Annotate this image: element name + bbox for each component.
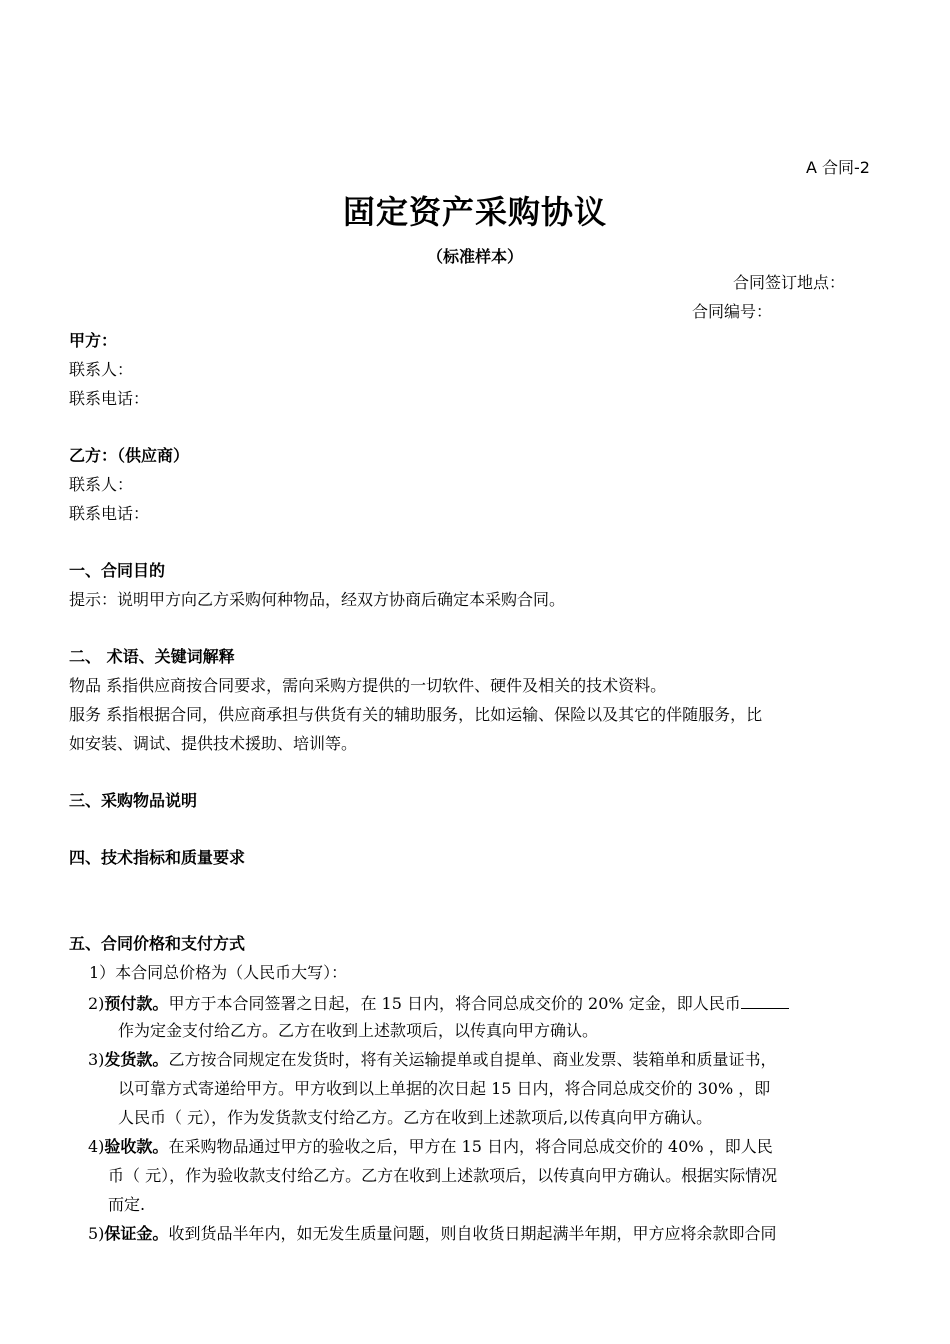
page-subtitle: （标准样本） xyxy=(426,247,523,266)
payment-item-3-line2: 以可靠方式寄递给甲方。甲方收到以上单据的次日起 15 日内，将合同总成交价的 30% ，即 xyxy=(118,1079,771,1098)
payment-item-3 xyxy=(88,1050,776,1070)
party-a-phone: 联系电话： xyxy=(69,389,150,408)
goods-definition: 物品 系指供应商按合同要求，需向采购方提供的一切软件、硬件及相关的技术资料。 xyxy=(69,676,667,695)
service-definition-line2: 如安装、调试、提供技术援助、培训等。 xyxy=(69,734,358,753)
amount-blank xyxy=(741,992,789,1009)
party-b-contact: 联系人： xyxy=(69,475,134,494)
item-3-title: 发货款。 xyxy=(104,1050,169,1069)
section-1-heading: 一、合同目的 xyxy=(69,561,166,580)
service-definition-line1: 服务 系指根据合同，供应商承担与供货有关的辅助服务，比如运输、保险以及其它的伴随服务，比 xyxy=(69,705,763,724)
contract-no-label: 合同编号： xyxy=(692,302,773,321)
item-5-text: 收到货品半年内，如无发生质量问题，则自收货日期起满半年期，甲方应将余款即合同 xyxy=(168,1224,777,1243)
item-4-text: 在采购物品通过甲方的验收之后，甲方在 15 日内，将合同总成交价的 40% ，即人民 xyxy=(168,1137,773,1156)
payment-item-2-line2: 作为定金支付给乙方。乙方在收到上述款项后，以传真向甲方确认。 xyxy=(118,1021,599,1040)
payment-item-1: 1）本合同总价格为（人民币大写）： xyxy=(89,963,348,982)
party-b-phone: 联系电话： xyxy=(69,504,150,523)
party-a-label: 甲方： xyxy=(69,331,118,350)
item-2-text: 甲方于本合同签署之日起，在 15 日内，将合同总成交价的 20% 定金，即人民币 xyxy=(168,994,741,1013)
sign-place-label: 合同签订地点： xyxy=(733,273,846,292)
section-3-heading: 三、采购物品说明 xyxy=(69,791,198,810)
page-title: 固定资产采购协议 xyxy=(342,193,607,231)
item-3-number: 3) xyxy=(88,1050,105,1069)
item-4-number: 4) xyxy=(88,1137,105,1156)
document-code: A 合同-2 xyxy=(806,158,870,177)
payment-item-4-line3: 而定. xyxy=(108,1195,146,1214)
item-5-title: 保证金。 xyxy=(104,1224,169,1243)
item-2-number: 2) xyxy=(88,994,105,1013)
party-a-contact: 联系人： xyxy=(69,360,134,379)
payment-item-5 xyxy=(88,1224,776,1244)
section-4-heading: 四、技术指标和质量要求 xyxy=(69,848,246,867)
section-5-heading: 五、合同价格和支付方式 xyxy=(69,934,246,953)
item-5-number: 5) xyxy=(88,1224,105,1243)
payment-item-4-line2: 币（ 元），作为验收款支付给乙方。乙方在收到上述款项后，以传真向甲方确认。根据实际情况 xyxy=(108,1166,778,1185)
section-1-text: 提示：说明甲方向乙方采购何种物品，经双方协商后确定本采购合同。 xyxy=(69,590,566,609)
section-2-heading: 二、 术语、关键词解释 xyxy=(69,647,235,666)
payment-item-2 xyxy=(88,992,789,1014)
payment-item-3-line3: 人民币（ 元），作为发货款支付给乙方。乙方在收到上述款项后,以传真向甲方确认。 xyxy=(118,1108,713,1127)
payment-item-4 xyxy=(88,1137,773,1157)
party-b-label: 乙方：（供应商） xyxy=(69,446,190,465)
item-4-title: 验收款。 xyxy=(104,1137,169,1156)
item-2-title: 预付款。 xyxy=(104,994,169,1013)
item-3-text: 乙方按合同规定在发货时，将有关运输提单或自提单、商业发票、装箱单和质量证书， xyxy=(168,1050,777,1069)
